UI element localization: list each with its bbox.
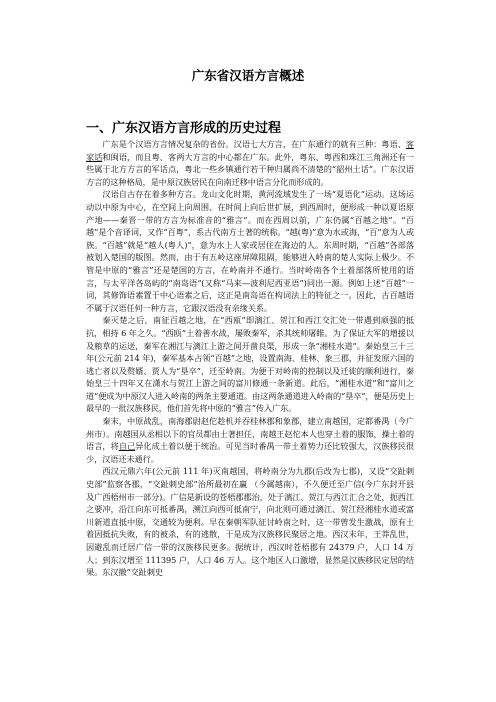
paragraph-text: 广东是个汉语方言情况复杂的省份。汉语七大方言，在广东通行的就有三种：粤语、 — [102, 139, 406, 149]
paragraph-text: 和闽语，而且粤、客两大方言的中心都在广东。此外，粤东、粤西和珠江三角洲还有一些属于北方方言的军话点，粤北一些乡镇通行若干种归属尚不清楚的“韶州土话”。广东汉语方言的这种格局，是中原汉族居民在向南迁移中语言分化而形成的。 — [86, 151, 414, 187]
paragraph — [86, 138, 414, 188]
paragraph-text: 异化成土着以便于统治。可见当时番禺一带土着势力还比较强大，汉族移民很少，汉语还未通行。 — [86, 441, 414, 464]
document-title: 广东省汉语方言概述 — [191, 68, 305, 83]
paragraph — [86, 415, 414, 465]
paragraph-text: 秦末，中原战乱，南海郡尉赵佗趁机并吞桂林郡和象郡，建立南越国，定都番禺（今广州市）。南越国从丞相以下的官员都由土著担任，南越王赵佗本人也穿土着的服饰，操土着的语言，将 — [86, 416, 414, 452]
paragraph-text: 汉语自古存在着多种方言。龙山文化时期，黄河流域发生了一场“夏语化”运动。这场运动以中原为中心，在空间上向周围、在时间上向后世扩展，到西周时，便形成一种以夏语原产地——秦晋一带的方言为标准音的“雅言”。而在西周以前，广东仍属“百越之地”。“百越”是个音译词，又作“百粤”，系古代南方土著的统称。“越(粤)”意为水或海，“百”意为人或族。“百越”就是“越人(粤人)”，意为水上人家或居住在海边的人。东周时期，“百越”各部落被划入楚国的版图。然而，由于有五岭这座屏障阻隔，能够进入岭南的楚人实际上极少。不管是中原的“雅言”还是楚国的方言，在岭南并不通行。当时岭南各个土着部落所使用的语言，与太平洋各岛屿的“南岛语”(又称“马来—波利尼西亚语”)同出一源。例如上述“百越”一词，其修饰语素置于中心语素之后，这正是南岛语在构词法上的特征之一。因此，古百越语不属于汉语任何一种方言，它跟汉语没有亲缘关系。 — [86, 189, 414, 313]
paragraph-text: 秦灭楚之后，南征百越之地，在“西瓯”即漓江、贺江和西江交汇处一带遇到顽强的抵抗，相持 6 年之久。“西瓯”土着善水战，屡败秦军，杀其统帅屠睢。为了保证大军的增援以及粮草的运送，秦军在湘江与漓江上游之间开凿良渠，形成一条“湘桂水道”。秦始皇三十三年(公元前 214 年)，秦军基本占领“百越”之地，设置南海、桂林、象三郡，并征发原六国的逃亡者以及赘婿、贾人为“垦卒”，迁至岭南。为便于对岭南的控制以及迁徙的顺利进行，秦始皇三十四年又在潇水与贺江上游之间的富川修通一条新道。此后，“湘桂水道”和“富川之道”便成为中原汉人进入岭南的两条主要通道。由这两条通道进入岭南的“垦卒”，便是历史上最早的一批汉族移民，他们首先将中原的“雅言”传入广东。 — [86, 315, 414, 414]
underlined-term: 自己 — [118, 441, 136, 452]
document-body — [86, 138, 414, 579]
underlined-term: 客家话 — [86, 139, 414, 162]
paragraph — [86, 188, 414, 314]
paragraph — [86, 314, 414, 415]
section-heading: 一、广东汉语方言形成的历史过程 — [86, 121, 282, 136]
paragraph-text: 西汉元鼎六年(公元前 111 年)灭南越国，将岭南分为九郡(后改为七郡)，又设“交趾刺史部”监察各郡，“交趾刺史部”治所最初在赢 （今属越南），不久便迁至广信(今广东封开县及广西梧州市一部分)。广信是新设的苍梧郡郡治，处于漓江、贺江与西江汇合之处，扼西江之要冲，沿江向东可抵番禺，溯江向西可抵南宁，向北则可通过漓江、贺江经湘桂水道或富川新道直抵中原，交通较为便利。早在秦朝军队征讨岭南之时，这一带曾发生激战，原有土着因抵抗失败，有的被杀，有的逃散，于是成为汉族移民聚居之地。西汉末年，王莽乱世，因避乱而迁居广信一带的汉族移民更多。据统计，西汉时苍梧郡有 24379 户，人口 14 万人；到东汉增至 111395 户，人口 46 万人。这个地区人口激增，显然是汉族移民定居的结果。东汉撤“交趾刺史 — [86, 466, 414, 578]
paragraph — [86, 465, 414, 578]
